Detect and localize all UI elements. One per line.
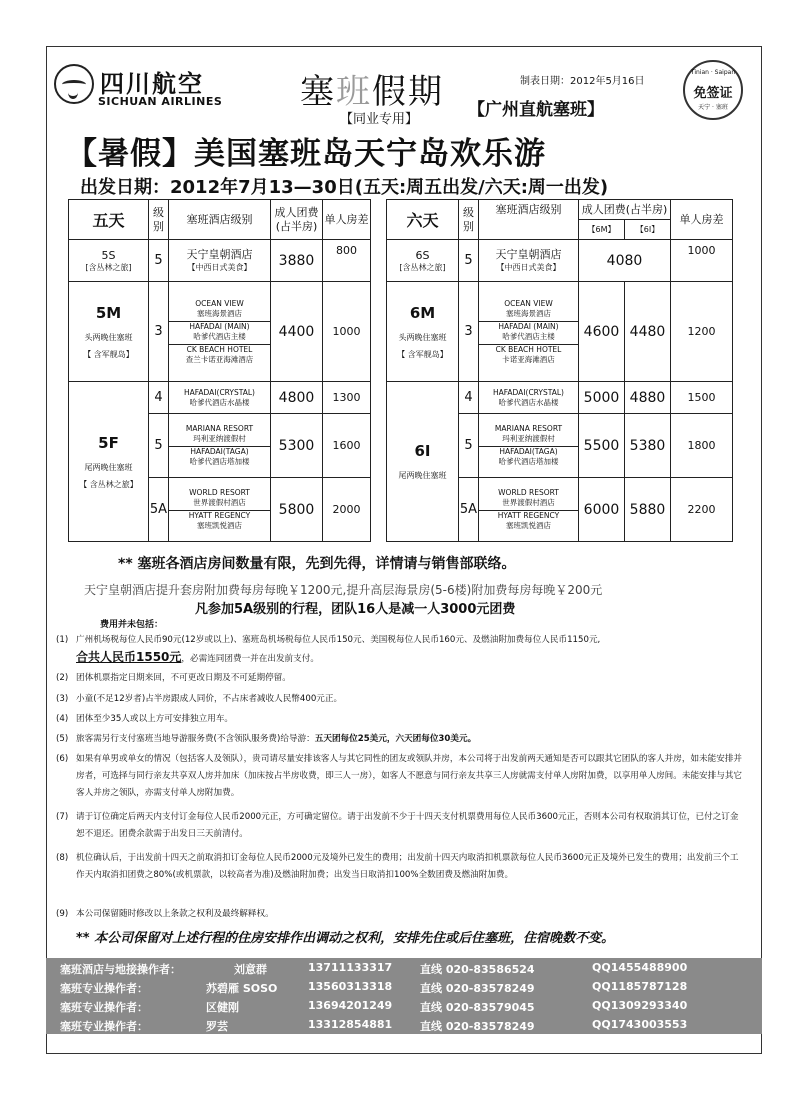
hotel-cell	[169, 240, 271, 282]
hotel-name-en: OCEAN VIEW	[504, 298, 553, 308]
price-cell: 4400	[271, 282, 323, 382]
hotel-name-en: WORLD RESORT	[189, 488, 250, 497]
package-note: 【 含丛林之旅】	[79, 479, 138, 489]
guide-fee: 五天团每位25美元，六天团每位30美元。	[314, 734, 477, 744]
contact-row	[46, 996, 762, 1015]
five-day-price-table	[68, 199, 371, 542]
hotel-name-en: MARIANA RESORT	[185, 424, 254, 433]
package-code: 6I	[414, 442, 431, 460]
item-number: (6)	[56, 754, 69, 764]
hotel-name-en: WORLD RESORT	[498, 488, 559, 497]
item-text	[76, 731, 744, 748]
hotel-name-en: HAFADAI(TAGA)	[479, 446, 578, 457]
item-text: 本公司保留随时修改以上条款之权利及最终解释权。	[76, 909, 274, 919]
item-number: (9)	[56, 909, 69, 919]
fee-item-6	[56, 751, 746, 803]
contact-name: 刘意群	[234, 963, 267, 976]
hotel-name-cn: 哈爹代酒店塔加楼	[498, 457, 559, 466]
package-code: 6S	[415, 248, 430, 262]
level-cell: 5A	[149, 478, 169, 542]
package-5s	[69, 240, 149, 282]
contact-name: 罗芸	[206, 1020, 228, 1033]
contact-row	[46, 958, 762, 977]
stamp-main-text: 免签证	[693, 86, 733, 101]
item-text: 如果有单男或单女的情况（包括客人及领队），贵司请尽量安排该客人与其它同性的团友或领队并房，本公司将于出发前两天通知是否可以跟其它团队的客人并房，如未能安排并房者，可选择与同行亲友共享双人房并加床（加床按占半房收费，即三人一房），如客人不愿意与同行亲友共享三人房就需支付单人房附加费，以享用单人房间。未能安排与其它客人并房之领队，亦需支付单人房附加费。	[76, 754, 743, 798]
contact-role: 塞班专业操作者：	[60, 982, 148, 995]
col-header-6m: 【6M】	[579, 220, 625, 240]
col-header-five-day: 五天	[69, 200, 149, 240]
airline-logo-icon	[54, 64, 94, 104]
hotel-cell	[169, 282, 271, 382]
airline-name-cn: 四川航空	[100, 69, 204, 98]
level-cell: 5	[149, 240, 169, 282]
route-tag: 【广州直航塞班】	[468, 100, 604, 120]
price-cell-6m: 4600	[579, 282, 625, 382]
price-cell-6i: 5380	[625, 414, 671, 478]
hotel-name-cn: 哈爹代酒店水晶楼	[498, 397, 559, 407]
contact-qq: QQ1185787128	[592, 980, 688, 993]
level-cell: 4	[149, 382, 169, 414]
hotel-name-cn: 哈爹代酒店主楼	[193, 331, 246, 341]
hotel-name-cn: 塞班凯悦酒店	[506, 521, 551, 530]
reservation-rights-note: ** 本公司保留对上述行程的住房安排作出调动之权利，安排先住或后住塞班，住宿晚数不变。	[76, 931, 615, 946]
level-cell: 3	[149, 282, 169, 382]
hotel-cell	[479, 282, 579, 382]
item-text: 机位确认后，于出发前十四天之前取消扣订金每位人民币2000元及境外已发生的费用；出发前十四天内取消扣机票款每位人民币3600元正及境外已发生的费用；出发前三个工作天内取消扣团费之80%(或机票款，以较高者为准)及燃油附加费；出发当日取消扣100%全数团费及燃油附加费。	[76, 853, 739, 880]
hotel-name-cn: 塞班海景酒店	[197, 308, 242, 318]
headline: 【暑假】美国塞班岛天宁岛欢乐游	[66, 136, 546, 172]
limited-rooms-note: ** 塞班各酒店房间数量有限，先到先得，详情请与销售部联络。	[118, 556, 516, 572]
contact-tel: 直线 020-83579045	[420, 1001, 535, 1014]
hotel-name: 天宁皇朝酒店	[186, 248, 253, 261]
fee-item-5	[56, 731, 746, 748]
hotel-name-en: HAFADAI (MAIN)	[169, 321, 270, 332]
item-text: 团体至少35人或以上方可安排独立用车。	[76, 714, 234, 724]
hotel-name-cn: 塞班凯悦酒店	[197, 521, 242, 530]
combined-total: 合共人民币1550元	[76, 650, 182, 664]
single-supplement-cell: 1200	[671, 282, 733, 382]
contact-tel: 直线 020-83578249	[420, 1020, 535, 1033]
package-desc: 尾两晚住塞班	[398, 471, 447, 480]
level-cell: 5	[149, 414, 169, 478]
package-note: [含丛林之旅]	[85, 262, 132, 272]
hotel-name-en: HYATT REGENCY	[169, 510, 270, 521]
item-number: (2)	[56, 673, 69, 683]
contact-role: 塞班专业操作者：	[60, 1001, 148, 1014]
price-cell-6i: 4480	[625, 282, 671, 382]
fee-item-9	[56, 906, 746, 923]
stamp-top-text: Tinian · Saipan	[690, 69, 736, 76]
contact-tel: 直线 020-83586524	[420, 963, 535, 976]
item-number: (8)	[56, 853, 69, 863]
col-header-level: 级别	[459, 200, 479, 240]
upgrade-fee-note: 天宁皇朝酒店提升套房附加费每房每晚￥1200元,提升高层海景房(5-6楼)附加费每房每晚￥200元	[84, 583, 603, 597]
single-supplement-cell: 1000	[323, 282, 371, 382]
single-supplement-cell: 2200	[671, 478, 733, 542]
price-cell-6i: 5880	[625, 478, 671, 542]
contact-role: 塞班酒店与地接操作者：	[60, 963, 181, 976]
item-number: (5)	[56, 734, 69, 744]
package-code: 5S	[101, 248, 116, 262]
hotel-cell	[169, 382, 271, 414]
contact-row	[46, 1015, 762, 1034]
single-supplement-cell: 1500	[671, 382, 733, 414]
contact-mobile: 13711133317	[308, 961, 393, 974]
page-title	[300, 64, 444, 113]
package-code: 6M	[409, 303, 436, 322]
item-text: 请于订位确定后两天内支付订金每位人民币2000元正，方可确定留位。请于出发前不少于十四天支付机票费用每位人民币3600元正，否则本公司有权取消其订位，已付之订金恕不退还。团费余款需于出发日三天前清付。	[76, 812, 739, 839]
col-header-adult-fee: 成人团费(占半房)	[579, 200, 671, 220]
package-desc: 头两晚住塞班	[84, 332, 133, 342]
price-cell: 4800	[271, 382, 323, 414]
hotel-name-en: HAFADAI(CRYSTAL)	[493, 387, 564, 397]
item-number: (1)	[56, 635, 69, 645]
item-text-part: 旅客需另行支付塞班当地导游服务费(不含领队服务费)给导游：	[76, 734, 315, 744]
item-text-part: 广州机场税每位人民币90元(12岁或以上)、塞班岛机场税每位人民币150元、美国税每位人民币160元、及燃油附加费每位人民币1150元,	[76, 635, 601, 645]
package-desc: 尾两晚住塞班	[84, 462, 133, 472]
contact-name: 区健刚	[206, 1001, 239, 1014]
hotel-cell	[479, 382, 579, 414]
col-header-level: 级别	[149, 200, 169, 240]
col-header-six-day: 六天	[387, 200, 459, 240]
fee-item-2	[56, 670, 746, 687]
package-5f	[69, 382, 149, 542]
price-cell-6i: 4880	[625, 382, 671, 414]
contact-mobile: 13560313318	[308, 980, 393, 993]
contact-role: 塞班专业操作者：	[60, 1020, 148, 1033]
item-number: (3)	[56, 694, 69, 704]
package-note: [含丛林之旅]	[399, 262, 446, 272]
level-cell: 5	[459, 414, 479, 478]
hotel-name-en: CK BEACH HOTEL	[169, 344, 270, 355]
item-text: 小童(不足12岁者)占半房跟成人同价，不占床者减收人民幣400元正。	[76, 694, 343, 704]
col-header-adult-fee: 成人团费(占半房)	[271, 200, 323, 240]
item-number: (4)	[56, 714, 69, 724]
hotel-name-cn: 哈爹代酒店水晶楼	[189, 397, 250, 407]
package-6s	[387, 240, 459, 282]
single-supplement-cell: 1000	[671, 240, 733, 282]
hotel-cell	[169, 414, 271, 478]
hotel-name-en: CK BEACH HOTEL	[479, 344, 578, 355]
hotel-cell	[479, 478, 579, 542]
level-cell: 4	[459, 382, 479, 414]
fee-item-3	[56, 691, 746, 708]
hotel-name-en: HAFADAI (MAIN)	[479, 321, 578, 332]
price-cell: 3880	[271, 240, 323, 282]
level-cell: 5A	[459, 478, 479, 542]
fee-item-4	[56, 711, 746, 728]
col-header-single-supplement: 单人房差	[671, 200, 733, 240]
fee-item-7	[56, 809, 746, 845]
hotel-name-cn: 玛利亚纳渡假村	[193, 434, 246, 443]
price-cell: 4080	[579, 240, 671, 282]
price-cell: 5300	[271, 414, 323, 478]
hotel-cell	[169, 478, 271, 542]
hotel-name-cn: 世界渡假村酒店	[193, 498, 246, 507]
hotel-name-cn: 查兰卡诺亚海滩酒店	[185, 354, 254, 364]
hotel-cell	[479, 240, 579, 282]
contact-mobile: 13694201249	[308, 999, 393, 1012]
col-header-hotel: 塞班酒店级别	[169, 200, 271, 240]
hotel-name: 天宁皇朝酒店	[495, 248, 562, 261]
contacts-panel	[46, 958, 762, 1034]
contact-qq: QQ1743003553	[592, 1018, 688, 1031]
hotel-name-cn: 卡诺亚海滩酒店	[502, 354, 555, 364]
contact-mobile: 13312854881	[308, 1018, 393, 1031]
single-supplement-cell: 1600	[323, 414, 371, 478]
item-number: (7)	[56, 812, 69, 822]
contact-qq: QQ1455488900	[592, 961, 688, 974]
package-note: 【 含军舰岛】	[83, 349, 134, 359]
col-header-hotel: 塞班酒店级别	[479, 200, 579, 240]
title-part-2: 班	[336, 72, 372, 112]
hotel-name-en: MARIANA RESORT	[494, 424, 563, 433]
fee-item-8	[56, 850, 746, 902]
hotel-name-cn: 玛利亚纳渡假村	[502, 434, 555, 443]
contact-name: 苏碧雁 SOSO	[206, 982, 278, 995]
price-cell: 5800	[271, 478, 323, 542]
visa-free-stamp	[683, 60, 743, 120]
item-text-part: ，必需连同团费一并在出发前支付。	[181, 654, 319, 664]
hotel-name-cn: 哈爹代酒店主楼	[502, 331, 555, 341]
stamp-bottom-text: 天宁 · 塞班	[698, 104, 728, 111]
hotel-note: 【中西日式美食】	[187, 263, 252, 272]
package-6m	[387, 282, 459, 382]
price-cell-6m: 5500	[579, 414, 625, 478]
item-text: 团体机票指定日期来回，不可更改日期及不可延期停留。	[76, 673, 291, 683]
single-supplement-cell: 800	[323, 240, 371, 282]
trade-only-tag: 【同业专用】	[340, 112, 419, 127]
package-desc: 头两晚住塞班	[398, 332, 447, 342]
single-supplement-cell: 1800	[671, 414, 733, 478]
contact-tel: 直线 020-83578249	[420, 982, 535, 995]
package-code: 5F	[98, 433, 119, 452]
single-supplement-cell: 2000	[323, 478, 371, 542]
package-6i	[387, 382, 459, 542]
hotel-name-en: OCEAN VIEW	[195, 298, 244, 308]
package-code: 5M	[95, 303, 122, 322]
price-cell-6m: 5000	[579, 382, 625, 414]
level-cell: 3	[459, 282, 479, 382]
hotel-name-en: HAFADAI(TAGA)	[169, 446, 270, 457]
fees-not-included-title: 费用并未包括：	[100, 620, 164, 630]
hotel-name-cn: 塞班海景酒店	[506, 308, 551, 318]
single-supplement-cell: 1300	[323, 382, 371, 414]
title-part-3: 假期	[372, 72, 444, 112]
col-header-single-supplement: 单人房差	[323, 200, 371, 240]
hotel-name-en: HYATT REGENCY	[479, 510, 578, 521]
departure-dates: 出发日期：2012年7月13—30日(五天:周五出发/六天:周一出发)	[80, 177, 609, 198]
title-part-1: 塞	[300, 72, 336, 112]
made-date: 制表日期：2012年5月16日	[520, 76, 645, 87]
package-note: 【 含军舰岛】	[397, 349, 448, 359]
col-header-6i: 【6I】	[625, 220, 671, 240]
hotel-name-cn: 哈爹代酒店塔加楼	[189, 457, 250, 466]
contact-qq: QQ1309293340	[592, 999, 688, 1012]
hotel-name-cn: 世界渡假村酒店	[502, 498, 555, 507]
level-cell: 5	[459, 240, 479, 282]
group-discount-note: 凡参加5A级别的行程，团队16人是减一人3000元团费	[195, 602, 516, 617]
hotel-note: 【中西日式美食】	[496, 263, 561, 272]
fee-item-1	[56, 632, 746, 668]
item-text	[76, 632, 744, 668]
package-5m	[69, 282, 149, 382]
price-cell-6m: 6000	[579, 478, 625, 542]
contact-row	[46, 977, 762, 996]
airline-name-en: SICHUAN AIRLINES	[98, 95, 223, 108]
six-day-price-table	[386, 199, 733, 542]
hotel-cell	[479, 414, 579, 478]
hotel-name-en: HAFADAI(CRYSTAL)	[184, 387, 255, 397]
